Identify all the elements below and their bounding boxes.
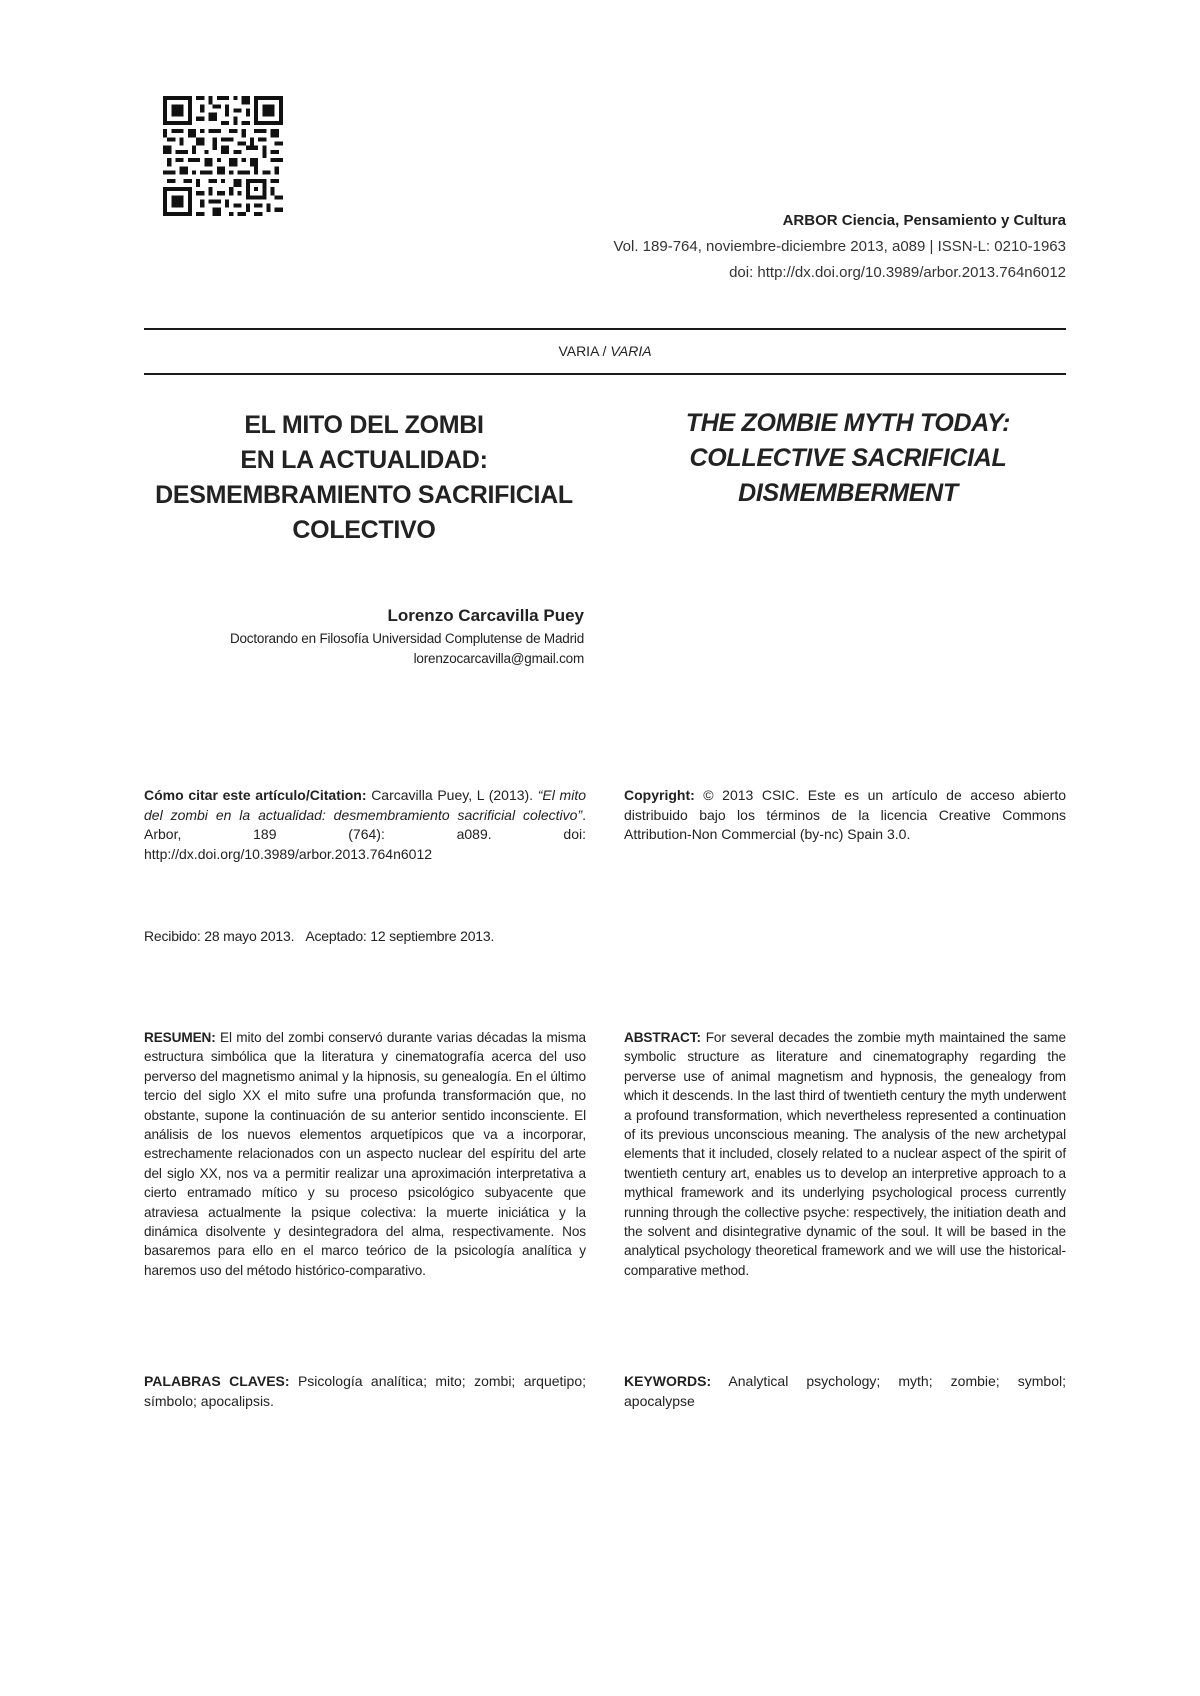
section-label-es: VARIA <box>558 343 599 359</box>
title-en-line: THE ZOMBIE MYTH TODAY: <box>685 409 1011 437</box>
abstract-label: ABSTRACT: <box>624 1030 701 1045</box>
keywords-es-text: Psicología analítica; mito; zombi; arquetipo; símbolo; apocalipsis. <box>144 1373 586 1409</box>
title-es-line: DESMEMBRAMIENTO SACRIFICIAL <box>155 481 573 509</box>
title-es-line: EN LA ACTUALIDAD: <box>240 446 488 474</box>
section-label <box>144 343 1066 359</box>
keywords-en-text: Analytical psychology; myth; zombie; symbol; apocalypse <box>624 1373 1066 1409</box>
journal-volume: Vol. 189-764, noviembre-diciembre 2013, a089 | ISSN-L: 0210-1963 <box>613 238 1066 255</box>
title-en-line: DISMEMBERMENT <box>738 479 958 507</box>
author-block <box>144 603 584 669</box>
title-en-line: COLLECTIVE SACRIFICIAL <box>689 444 1007 472</box>
title-spanish <box>144 408 584 548</box>
abstract-block <box>624 1028 1066 1280</box>
citation-title: “El mito del zombi en la actualidad: desmembramiento sacrificial colectivo” <box>144 787 587 823</box>
citation-rest: . Arbor, 189 (764): a089. doi: http://dx.doi.org/10.3989/arbor.2013.764n6012 <box>144 806 586 862</box>
section-label-en: VARIA <box>610 343 652 359</box>
title-es-line: EL MITO DEL ZOMBI <box>244 411 484 439</box>
citation-authors: Carcavilla Puey, L (2013). <box>366 787 538 803</box>
received-date: Recibido: 28 mayo 2013. <box>144 928 295 944</box>
resumen-label: RESUMEN: <box>144 1030 216 1045</box>
keywords-es-label: PALABRAS CLAVES: <box>144 1373 290 1389</box>
bottom-rule <box>144 373 1066 375</box>
keywords-en-block <box>624 1372 1066 1411</box>
journal-doi: doi: http://dx.doi.org/10.3989/arbor.2013.764n6012 <box>729 264 1066 281</box>
author-name: Lorenzo Carcavilla Puey <box>387 606 584 625</box>
keywords-en-label: KEYWORDS: <box>624 1373 712 1389</box>
author-email: lorenzocarcavilla@gmail.com <box>413 651 584 666</box>
resumen-text: El mito del zombi conservó durante varias décadas la misma estructura simbólica que la literatura y cinematografía acerca del uso perverso del magnetismo animal y la hipnosis, su genealogía. En el último tercio del siglo XX el mito sufre una profunda transformación que, no obstante, supone la continuación de su anterior sentido inconsciente. El análisis de los nuevos elementos arquetípicos que va a incorporar, estrechamente relacionados con un aspecto nuclear del espíritu del arte del siglo XX, nos va a permitir realizar una aproximación interpretativa a cierto entramado mítico y su proceso psicológico subyacente que atraviesa actualmente la psique colectiva: la muerte iniciática y la dinámica disolvente y desintegradora del alma, respectivamente. Nos basaremos para ello en el marco teórico de la psicología analítica y haremos uso del método histórico-comparativo. <box>144 1030 586 1278</box>
section-separator: / <box>598 343 611 359</box>
dates-line <box>144 928 494 944</box>
qr-code <box>163 96 283 216</box>
journal-name: ARBOR Ciencia, Pensamiento y Cultura <box>782 212 1066 229</box>
abstract-text: For several decades the zombie myth maintained the same symbolic structure as literature and cinematography regarding the perverse use of animal magnetism and hypnosis, the genealogy from which it descends. In the last third of twentieth century the myth underwent a profound transformation, which nevertheless represented a continuation of its previous unconscious meaning. The analysis of the new archetypal elements that it included, closely related to a nuclear aspect of the spirit of twentieth century art, enables us to develop an interpretive approach to a mythical framework and its underlying psychological process currently running through the collective psyche: respectively, the initiation death and the solvent and disintegrative dynamic of the soul. It will be based in the analytical psychology theoretical framework and we will use the historical-comparative method. <box>624 1030 1066 1278</box>
resumen-block <box>144 1028 586 1280</box>
top-rule <box>144 328 1066 330</box>
copyright-label: Copyright: <box>624 787 695 803</box>
author-affiliation: Doctorando en Filosofía Universidad Complutense de Madrid <box>229 631 584 646</box>
journal-header <box>613 208 1066 286</box>
copyright-text: © 2013 CSIC. Este es un artículo de acceso abierto distribuido bajo los términos de la licencia Creative Commons Attribution-Non Commercial (by-nc) Spain 3.0. <box>624 787 1066 842</box>
copyright-block <box>624 786 1066 845</box>
citation-block <box>144 786 586 864</box>
accepted-date: Aceptado: 12 septiembre 2013. <box>305 928 495 944</box>
citation-label: Cómo citar este artículo/Citation: <box>144 787 367 803</box>
keywords-es-block <box>144 1372 586 1411</box>
title-english <box>630 406 1066 511</box>
title-es-line: COLECTIVO <box>292 516 436 544</box>
